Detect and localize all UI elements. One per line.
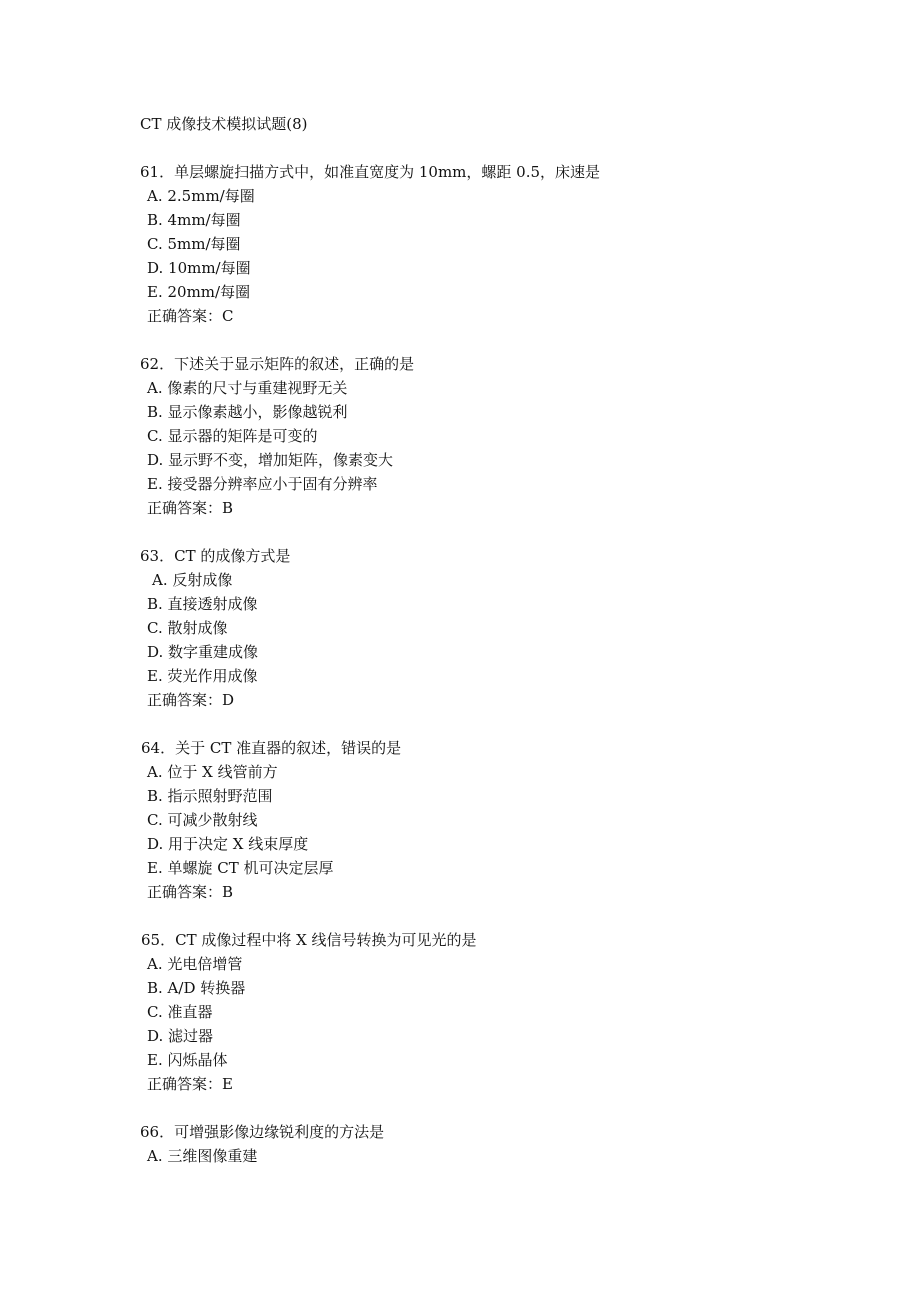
- correct-answer: 正确答案：B: [147, 499, 234, 517]
- question-stem: 62．下述关于显示矩阵的叙述，正确的是: [140, 355, 415, 373]
- option-d: D. 10mm/每圈: [147, 259, 251, 277]
- option-a: A. 位于 X 线管前方: [147, 763, 278, 781]
- option-b: B. 直接透射成像: [147, 595, 258, 613]
- option-d: D. 滤过器: [147, 1027, 214, 1045]
- correct-answer: 正确答案：B: [147, 883, 234, 901]
- option-c: C. 可减少散射线: [147, 811, 258, 829]
- question-61: [140, 160, 840, 328]
- option-c: C. 5mm/每圈: [147, 235, 241, 253]
- option-a: A. 光电倍增管: [147, 955, 243, 973]
- correct-answer: 正确答案：E: [147, 1075, 233, 1093]
- option-b: B. A/D 转换器: [147, 979, 246, 997]
- option-d: D. 用于决定 X 线束厚度: [147, 835, 309, 853]
- option-a: A. 2.5mm/每圈: [147, 187, 255, 205]
- question-66: [140, 1120, 840, 1168]
- question-stem: 66．可增强影像边缘锐利度的方法是: [140, 1123, 385, 1141]
- option-a: A. 三维图像重建: [147, 1147, 258, 1165]
- option-b: B. 指示照射野范围: [147, 787, 273, 805]
- correct-answer: 正确答案：C: [147, 307, 234, 325]
- document-title: CT 成像技术模拟试题(8): [140, 115, 308, 133]
- document-page: [140, 112, 840, 1192]
- option-e: E. 荧光作用成像: [147, 667, 258, 685]
- option-e: E. 接受器分辨率应小于固有分辨率: [147, 475, 378, 493]
- correct-answer: 正确答案：D: [147, 691, 235, 709]
- option-c: C. 准直器: [147, 1003, 213, 1021]
- option-a: A. 反射成像: [152, 571, 233, 589]
- question-65: [140, 928, 840, 1096]
- question-64: [140, 736, 840, 904]
- option-b: B. 4mm/每圈: [147, 211, 241, 229]
- question-stem: 63．CT 的成像方式是: [140, 547, 291, 565]
- question-stem: 61．单层螺旋扫描方式中，如准直宽度为 10mm，螺距 0.5，床速是: [140, 163, 601, 181]
- option-e: E. 闪烁晶体: [147, 1051, 228, 1069]
- option-a: A. 像素的尺寸与重建视野无关: [147, 379, 348, 397]
- option-d: D. 数字重建成像: [147, 643, 259, 661]
- question-stem: 65．CT 成像过程中将 X 线信号转换为可见光的是: [141, 931, 477, 949]
- question-62: [140, 352, 840, 520]
- option-c: C. 显示器的矩阵是可变的: [147, 427, 318, 445]
- option-d: D. 显示野不变，增加矩阵，像素变大: [147, 451, 394, 469]
- question-63: [140, 544, 840, 712]
- option-c: C. 散射成像: [147, 619, 228, 637]
- option-e: E. 20mm/每圈: [147, 283, 251, 301]
- question-stem: 64．关于 CT 准直器的叙述，错误的是: [141, 739, 402, 757]
- option-e: E. 单螺旋 CT 机可决定层厚: [147, 859, 334, 877]
- option-b: B. 显示像素越小，影像越锐利: [147, 403, 348, 421]
